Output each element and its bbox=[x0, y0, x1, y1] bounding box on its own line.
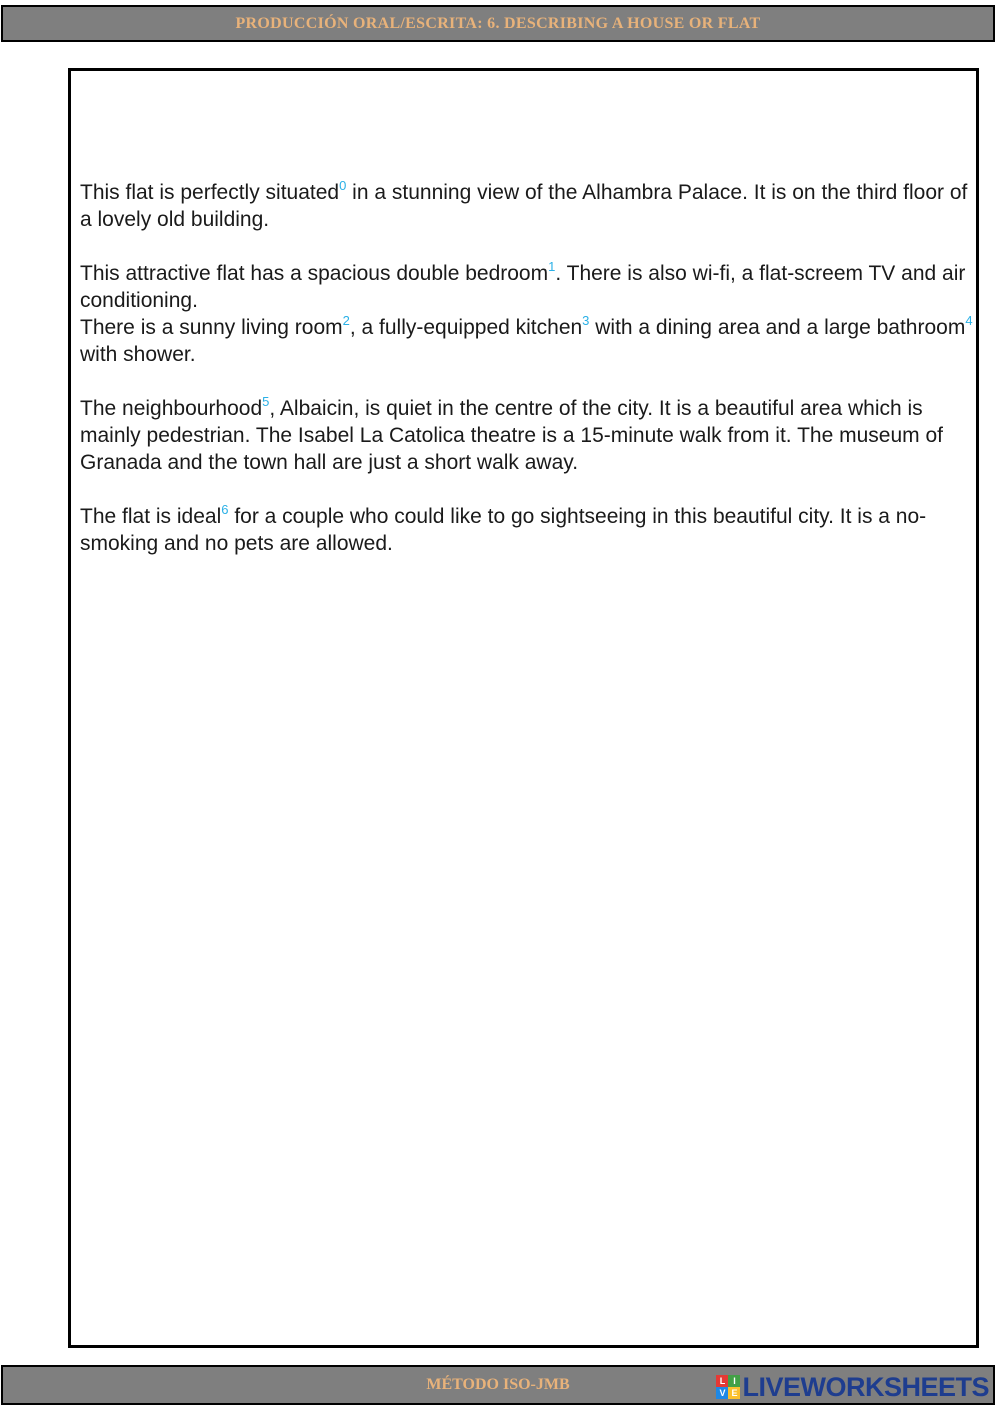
text-span: There is a sunny living room bbox=[80, 316, 343, 339]
footer-label: MÉTODO ISO-JMB bbox=[426, 1376, 570, 1393]
text-span: , a fully-equipped kitchen bbox=[349, 316, 583, 339]
text-span: This flat is perfectly situated bbox=[80, 181, 340, 204]
paragraph-neighbourhood bbox=[80, 395, 975, 476]
content-box bbox=[68, 68, 979, 1348]
footnote-number[interactable]: 3 bbox=[582, 313, 590, 328]
text-span: This attractive flat has a spacious double bedroom bbox=[80, 262, 549, 285]
footnote-number[interactable]: 4 bbox=[965, 313, 973, 328]
text-span: for a couple who could like to go sightseeing in this beautiful city. It is a no-smoking and no pets are allowed. bbox=[80, 505, 927, 555]
header-bar bbox=[1, 5, 995, 42]
brand-name: LIVEWORKSHEETS bbox=[742, 1372, 989, 1402]
footer-bar bbox=[1, 1365, 995, 1405]
text-span: The neighbourhood bbox=[80, 397, 263, 420]
text-span: in a stunning view of the Alhambra Palace. It is on the third floor of a lovely old building. bbox=[80, 181, 968, 231]
footnote-number[interactable]: 2 bbox=[342, 313, 350, 328]
worksheet-title: PRODUCCIÓN ORAL/ESCRITA: 6. DESCRIBING A HOUSE OR FLAT bbox=[235, 14, 761, 32]
logo-letter: V bbox=[716, 1387, 728, 1399]
paragraph-rooms bbox=[80, 314, 975, 368]
text-span: The flat is ideal bbox=[80, 505, 222, 528]
paragraph-ideal bbox=[80, 503, 975, 557]
text-area bbox=[80, 179, 975, 584]
logo-letter: E bbox=[728, 1387, 740, 1399]
paragraph-bedroom bbox=[80, 260, 975, 314]
liveworksheets-logo-icon bbox=[716, 1375, 740, 1399]
logo-letter: I bbox=[728, 1375, 740, 1387]
text-span: with a dining area and a large bathroom bbox=[589, 316, 966, 339]
paragraph-location bbox=[80, 179, 975, 233]
footnote-number[interactable]: 6 bbox=[221, 502, 229, 517]
liveworksheets-brand[interactable] bbox=[716, 1373, 989, 1401]
footnote-number[interactable]: 1 bbox=[548, 259, 556, 274]
logo-letter: L bbox=[716, 1375, 728, 1387]
text-span: with shower. bbox=[80, 343, 196, 366]
footnote-number[interactable]: 0 bbox=[339, 178, 347, 193]
text-span: , Albaicin, is quiet in the centre of the city. It is a beautiful area which is mainly pedestrian. The Isabel La Catolica theatre is a 15-minute walk from it. The museum of Granada and the town hall are just a short walk away. bbox=[80, 397, 943, 474]
footnote-number[interactable]: 5 bbox=[262, 394, 270, 409]
text-span: . There is also wi-fi, a flat-screem TV and air conditioning. bbox=[80, 262, 966, 312]
